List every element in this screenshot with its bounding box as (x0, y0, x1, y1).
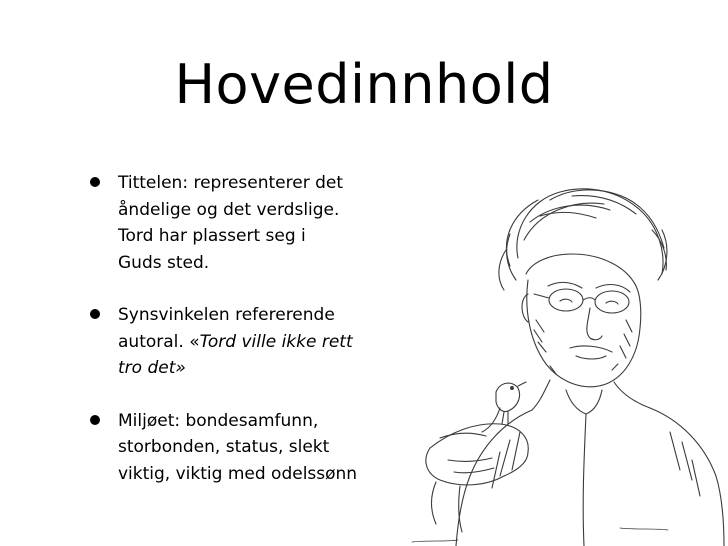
slide-title: Hovedinnhold (174, 53, 554, 116)
bullet-line: Guds sted. (118, 252, 210, 273)
bullet-dot-icon (90, 415, 100, 425)
bullet-line: viktig, viktig med odelssønn (118, 463, 358, 484)
bullet-text: autoral. « (118, 331, 200, 352)
bullet-quote: tro det» (118, 358, 186, 378)
bullet-item-setting (88, 408, 368, 488)
bullet-quote: Tord ville ikke rett (199, 331, 353, 352)
bullet-line: åndelige og det verdslige. (118, 199, 340, 220)
bullet-line: storbonden, status, slekt (118, 437, 330, 457)
bullet-dot-icon (90, 177, 100, 187)
bullet-line: Tord har plassert seg i (118, 226, 306, 246)
bullet-line: Synsvinkelen refererende (118, 305, 335, 325)
bullet-line-quote (118, 355, 368, 382)
old-man-with-bird-sketch (400, 170, 728, 546)
bullet-line-mixed (118, 329, 368, 356)
bullet-item-viewpoint (88, 302, 368, 382)
bullet-dot-icon (90, 309, 100, 319)
bullet-list (88, 170, 368, 513)
bullet-line: Miljøet: bondesamfunn, (118, 410, 319, 431)
bullet-item-title (88, 170, 368, 276)
bullet-line: Tittelen: representerer det (118, 173, 344, 193)
